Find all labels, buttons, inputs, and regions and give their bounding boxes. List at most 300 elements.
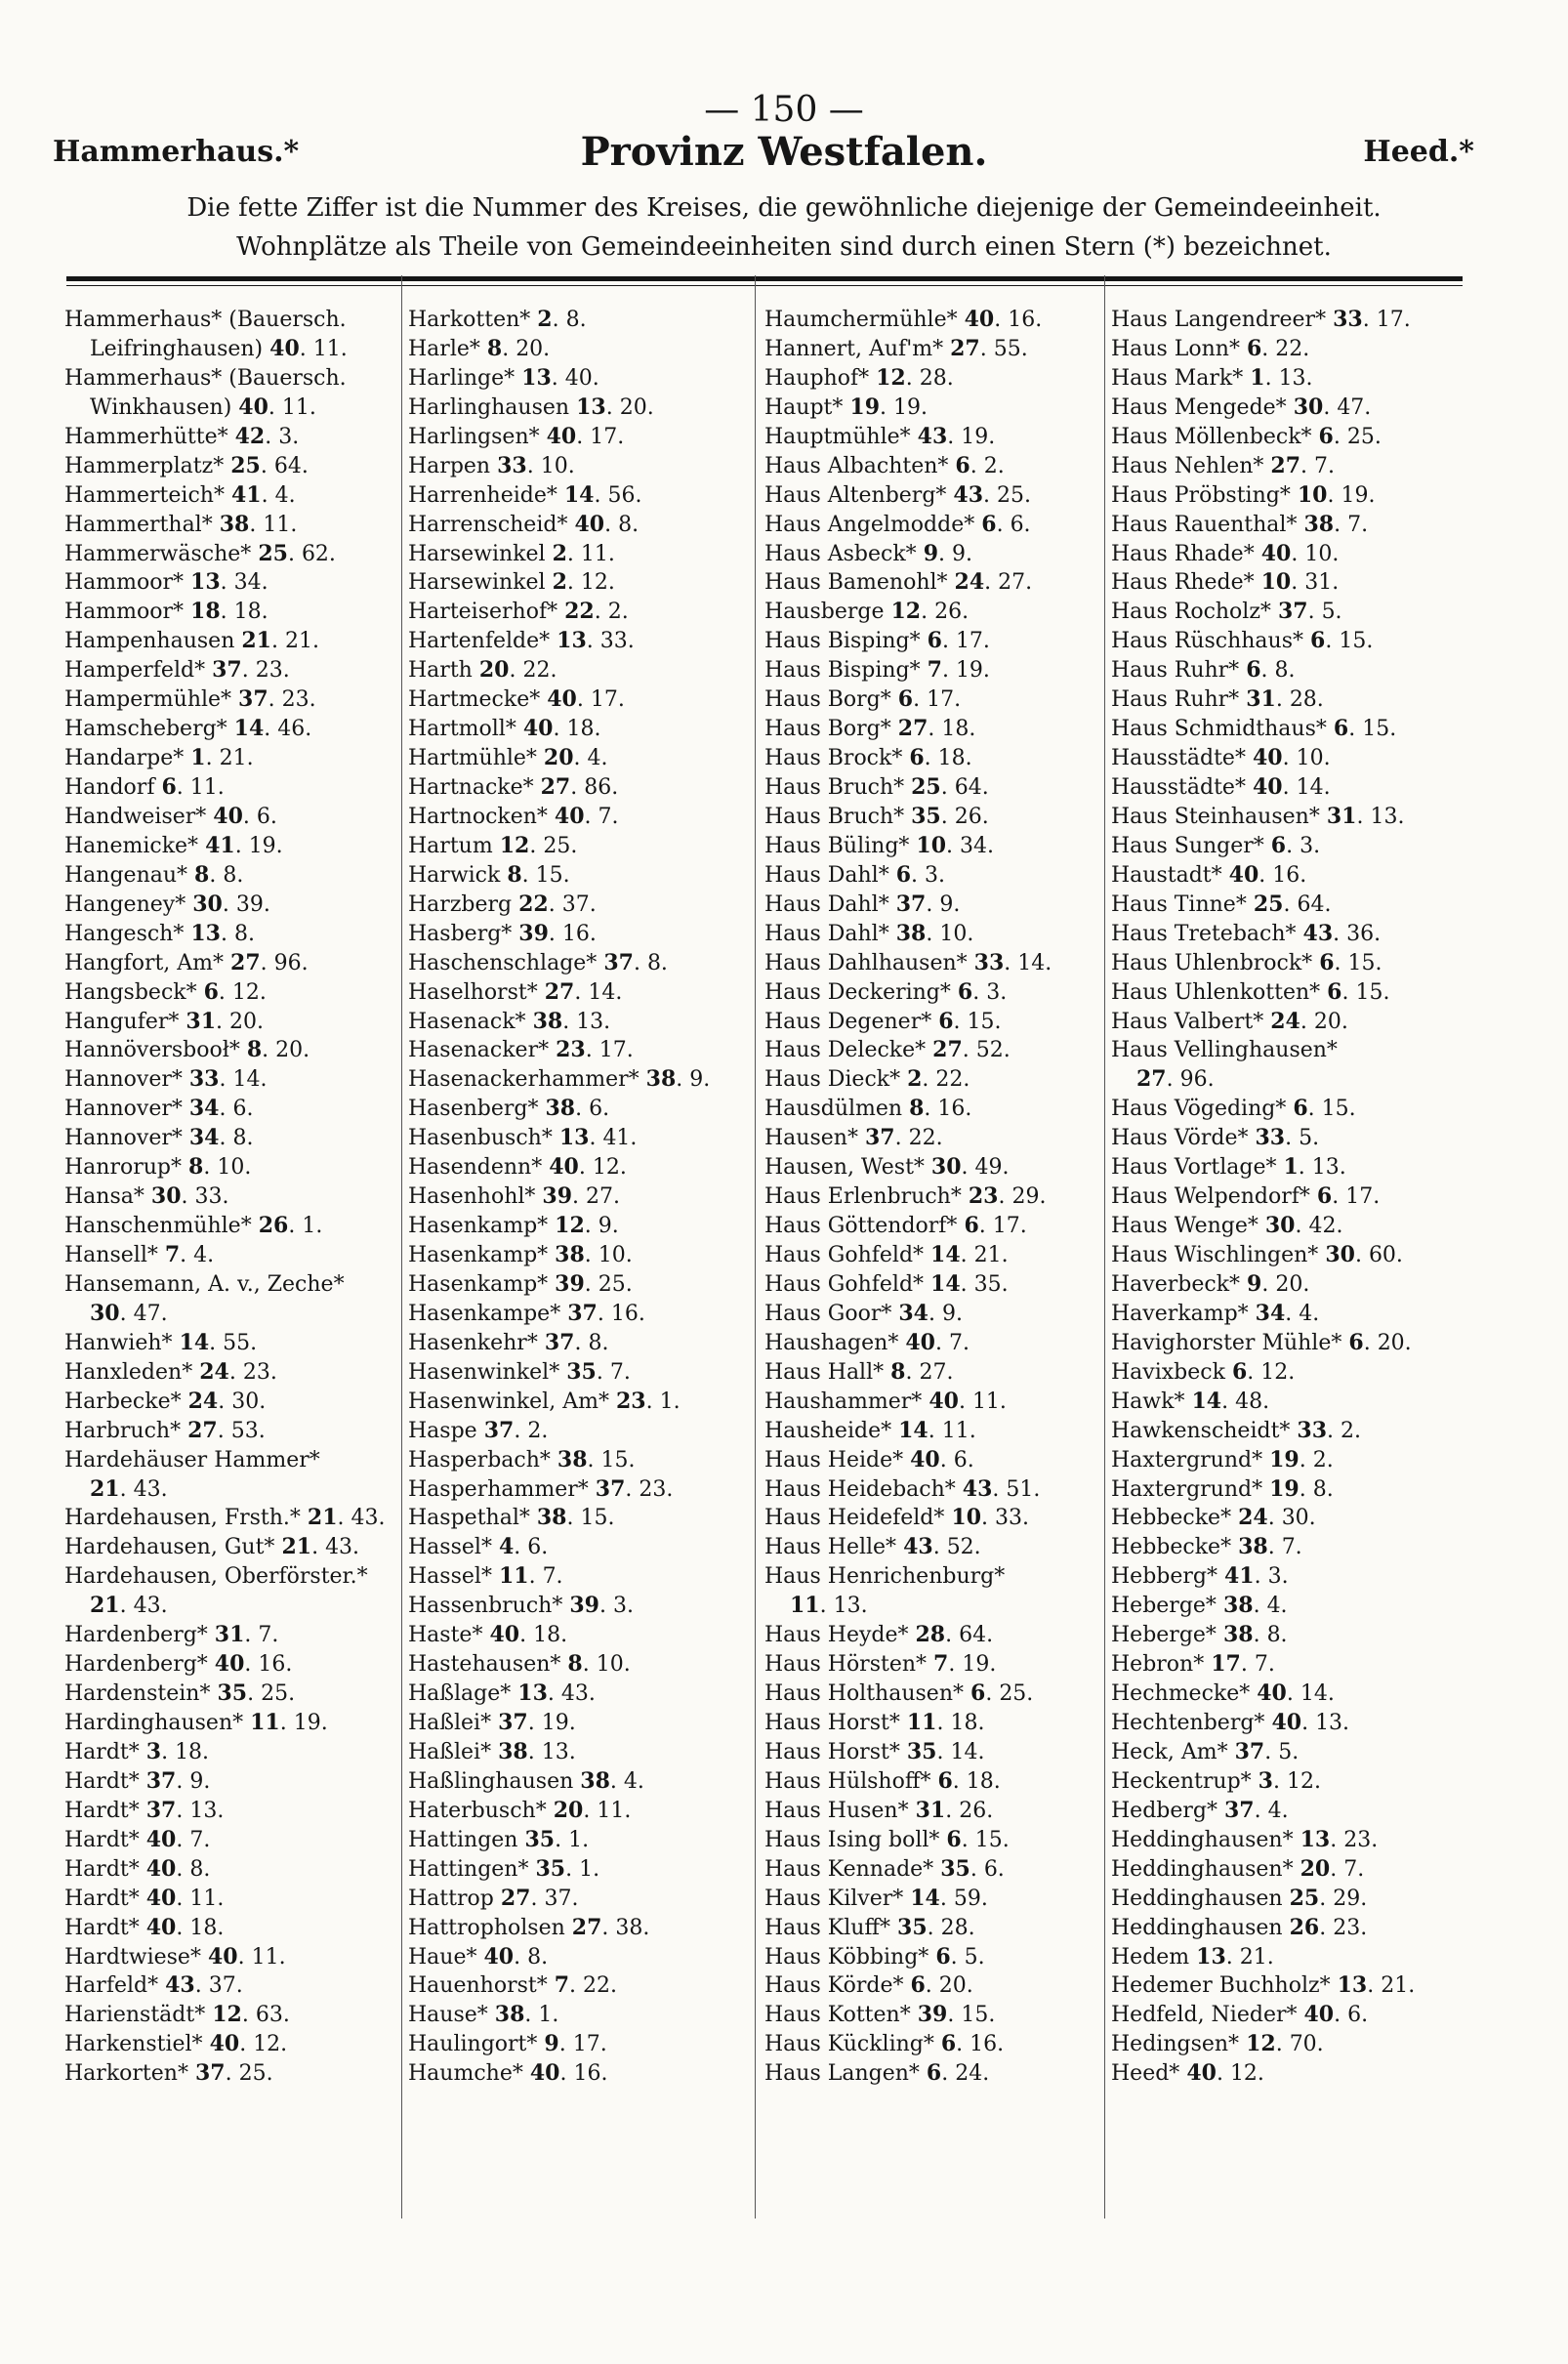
district-number: 38: [555, 1242, 585, 1267]
municipality-number: 16.: [573, 2061, 608, 2087]
municipality-number: 8.: [189, 1856, 211, 1882]
place-name: Hardt*: [64, 1827, 140, 1852]
index-entry: Hammoor* 18. 18.: [64, 599, 268, 625]
index-entry: Hardenstein* 35. 25.: [64, 1680, 296, 1707]
district-number: 6: [897, 686, 914, 713]
district-number: 6: [955, 452, 970, 478]
place-name: Hammerwäsche*: [64, 541, 252, 566]
municipality-number: 10.: [217, 1155, 252, 1181]
place-name: Hannover*: [64, 1097, 183, 1122]
place-name: Haus Tinne*: [1111, 892, 1247, 917]
municipality-number: 19.: [955, 658, 990, 684]
place-name: Hausberge: [764, 600, 885, 625]
index-entry: Hardt* 40. 11.: [64, 1885, 225, 1911]
municipality-number: 19.: [961, 424, 996, 449]
district-number: 37: [1234, 1738, 1265, 1764]
district-number: 6: [927, 628, 942, 654]
place-name: Hasenack*: [408, 1009, 526, 1034]
index-entry: Heddinghausen* 20. 7.: [1111, 1855, 1365, 1882]
district-number: 37: [603, 949, 634, 975]
district-number: 18: [190, 599, 221, 625]
district-number: 13: [1337, 1972, 1368, 1999]
place-name: Hardehausen, Gut*: [64, 1535, 275, 1560]
district-number: 30: [192, 891, 223, 917]
district-number: 6: [1310, 628, 1326, 654]
place-name: Harbruch*: [64, 1418, 182, 1443]
index-entry: Haus Rocholz* 37. 5.: [1111, 599, 1342, 625]
municipality-number: 96.: [1179, 1067, 1215, 1093]
index-entry: Hanwieh* 14. 55.: [64, 1329, 258, 1355]
municipality-number: 16.: [258, 1652, 293, 1678]
district-number: 34: [898, 1300, 928, 1326]
place-name: Harienstädt*: [64, 2003, 206, 2028]
municipality-number: 27.: [586, 1184, 621, 1210]
district-number: 35: [906, 1738, 937, 1764]
index-entry: Hartnacke* 27. 86.: [408, 774, 619, 800]
district-number: 40: [1252, 745, 1283, 771]
place-name: Hammerhaus* (Bauersch.: [64, 365, 347, 391]
district-number: 40: [145, 1914, 177, 1940]
index-entry: Hechtenberg* 40. 13.: [1111, 1710, 1350, 1735]
place-name: Haus Heyde*: [764, 1623, 909, 1648]
place-name: Hanemicke*: [64, 833, 199, 858]
district-number: 21: [90, 1475, 120, 1502]
index-entry: Harwick 8. 15.: [408, 861, 570, 888]
place-name: Hardehausen, Frsth.*: [64, 1506, 301, 1531]
district-number: 31: [915, 1797, 946, 1823]
municipality-number: 15.: [580, 1506, 615, 1531]
index-entry: Hammerplatz* 25. 64.: [64, 452, 309, 478]
place-name: Hauenhorst*: [408, 1973, 548, 1999]
district-number: 7: [927, 657, 942, 684]
district-number: 40: [547, 686, 577, 713]
municipality-number: 18.: [233, 600, 268, 625]
place-name: Hanrorup*: [64, 1155, 183, 1181]
district-number: 8: [567, 1651, 583, 1678]
district-number: 38: [1303, 511, 1335, 537]
place-name: Hassenbruch*: [408, 1594, 563, 1619]
municipality-number: 19.: [1341, 482, 1376, 508]
index-entry: Haus Bruch* 35. 26.: [764, 803, 989, 829]
index-entry: Hausheide* 14. 11.: [764, 1417, 976, 1443]
place-name: Haus Kennade*: [764, 1856, 934, 1882]
index-entry: Haus Uhlenkotten* 6. 15.: [1111, 978, 1390, 1005]
municipality-number: 8.: [233, 921, 255, 946]
district-number: 30: [1293, 394, 1324, 420]
place-name: Haus Vortlage*: [1111, 1155, 1277, 1181]
place-name: Haus Horst*: [764, 1739, 900, 1764]
running-head-right: Heed.*: [1363, 135, 1474, 169]
municipality-number: 1.: [579, 1856, 600, 1882]
district-number: 40: [549, 1154, 579, 1181]
municipality-number: 13.: [833, 1594, 868, 1619]
municipality-number: 15.: [974, 1827, 1010, 1852]
page-number: — 150 —: [704, 90, 864, 130]
place-name: Handorf: [64, 775, 155, 800]
index-entry: Haus Holthausen* 6. 25.: [764, 1680, 1034, 1707]
district-number: 40: [207, 1943, 238, 1970]
district-number: 23: [968, 1183, 999, 1210]
district-number: 11: [790, 1593, 820, 1619]
district-number: 33: [188, 1066, 220, 1093]
place-name: Haumchermühle*: [764, 308, 958, 332]
index-entry: Hardt* 40. 18.: [64, 1914, 225, 1940]
place-name: Hampermühle*: [64, 687, 232, 713]
place-name: Hasenackerhammer*: [408, 1067, 640, 1093]
index-entry: Haus Kückling* 6. 16.: [764, 2031, 1005, 2057]
district-number: 6: [1327, 978, 1342, 1005]
district-number: 6: [1318, 423, 1334, 449]
municipality-number: 43.: [351, 1506, 386, 1531]
municipality-number: 13.: [1370, 804, 1405, 829]
district-number: 27: [187, 1417, 218, 1443]
place-name: Harle*: [408, 336, 480, 361]
place-name: Hangeney*: [64, 892, 186, 917]
municipality-number: 16.: [1008, 308, 1043, 332]
place-name: Hasperbach*: [408, 1447, 551, 1472]
place-name: Haus Kilver*: [764, 1886, 904, 1911]
municipality-number: 23.: [242, 1359, 277, 1385]
municipality-number: 11.: [312, 336, 348, 361]
index-entry: Haus Möllenbeck* 6. 25.: [1111, 423, 1382, 449]
place-name: Handweiser*: [64, 804, 207, 829]
place-name: Haus Körde*: [764, 1973, 904, 1999]
municipality-number: 20.: [229, 1009, 265, 1034]
district-number: 24: [199, 1358, 229, 1385]
place-name: Hardehäuser Hammer*: [64, 1447, 320, 1472]
municipality-number: 7.: [258, 1623, 279, 1648]
district-number: 38: [1222, 1593, 1254, 1619]
district-number: 33: [1333, 307, 1363, 332]
municipality-number: 8.: [588, 1330, 609, 1355]
municipality-number: 30.: [231, 1389, 267, 1414]
municipality-number: 6.: [527, 1535, 549, 1560]
district-number: 25: [1253, 891, 1284, 917]
district-number: 25: [230, 452, 261, 478]
place-name: Haus Büling*: [764, 833, 910, 858]
district-number: 12: [555, 1213, 585, 1239]
municipality-number: 11.: [941, 1418, 976, 1443]
index-entry: Hedfeld, Nieder* 40. 6.: [1111, 2002, 1369, 2028]
place-name: Haspethal*: [408, 1506, 530, 1531]
district-number: 2: [907, 1066, 923, 1093]
place-name: Hedfeld, Nieder*: [1111, 2003, 1298, 2028]
index-entry: Haus Hall* 8. 27.: [764, 1358, 954, 1385]
district-number: 34: [188, 1125, 220, 1151]
municipality-number: 22.: [908, 1126, 943, 1151]
municipality-number: 17.: [927, 687, 962, 713]
place-name: Hasenkamp*: [408, 1243, 549, 1267]
district-number: 41: [205, 832, 235, 858]
district-number: 6: [937, 1767, 953, 1794]
index-entry: Haus Bisping* 7. 19.: [764, 657, 990, 684]
municipality-number: 23.: [1343, 1827, 1379, 1852]
district-number: 41: [230, 481, 262, 508]
municipality-number: 23.: [281, 687, 316, 713]
index-entry: Hauptmühle* 43. 19.: [764, 423, 996, 449]
index-entry: Haßlinghausen 38. 4.: [408, 1767, 644, 1794]
municipality-number: 23.: [639, 1476, 674, 1502]
place-name: Heddinghausen*: [1111, 1856, 1294, 1882]
index-entry: Haushagen* 40. 7.: [764, 1329, 970, 1355]
municipality-number: 3.: [278, 424, 300, 449]
district-number: 37: [1277, 599, 1308, 625]
municipality-number: 12.: [231, 979, 267, 1005]
index-column-4: [1111, 306, 1463, 2089]
index-entry: Hasperbach* 38. 15.: [408, 1446, 636, 1472]
index-entry: Hamscheberg* 14. 46.: [64, 716, 312, 742]
index-entry: 21. 43.: [90, 1475, 168, 1502]
index-entry: Haus Kilver* 14. 59.: [764, 1885, 988, 1911]
district-number: 35: [911, 803, 941, 829]
municipality-number: 15.: [1362, 717, 1397, 742]
place-name: Hanxleden*: [64, 1359, 193, 1385]
place-name: Haus Heidebach*: [764, 1476, 956, 1502]
place-name: Hebbecke*: [1111, 1535, 1232, 1560]
municipality-number: 25.: [543, 833, 578, 858]
district-number: 6: [1348, 1329, 1364, 1355]
place-name: Hammerplatz*: [64, 453, 225, 478]
district-number: 33: [497, 452, 527, 478]
district-number: 12: [1246, 2031, 1276, 2057]
district-number: 40: [554, 803, 585, 829]
index-entry: Haumche* 40. 16.: [408, 2060, 608, 2087]
place-name: Haus Holthausen*: [764, 1681, 964, 1707]
municipality-number: 31.: [1304, 570, 1340, 596]
place-name: Hardt*: [64, 1856, 140, 1882]
municipality-number: 11.: [263, 512, 298, 537]
place-name: Haus Henrichenburg*: [764, 1564, 1006, 1590]
index-entry: Hassel* 11. 7.: [408, 1563, 563, 1590]
place-name: Hangenau*: [64, 862, 188, 888]
place-name: Haushammer*: [764, 1389, 923, 1414]
place-name: Haus Welpendorf*: [1111, 1184, 1310, 1210]
index-entry: Hauphof* 12. 28.: [764, 364, 954, 391]
place-name: Hangesch*: [64, 921, 185, 946]
place-name: Hasenberg*: [408, 1097, 539, 1122]
district-number: 14: [898, 1417, 928, 1443]
district-number: 6: [1270, 832, 1287, 858]
index-entry: Haus Rüschhaus* 6. 15.: [1111, 628, 1374, 654]
municipality-number: 22.: [1275, 336, 1310, 361]
index-entry: Haus Vörde* 33. 5.: [1111, 1125, 1320, 1151]
index-entry: Hasberg* 39. 16.: [408, 920, 597, 946]
index-entry: Hawkenscheidt* 33. 2.: [1111, 1417, 1362, 1443]
district-number: 20: [543, 745, 574, 771]
place-name: Haus Dieck*: [764, 1067, 901, 1093]
municipality-number: 30.: [1281, 1506, 1316, 1531]
index-entry: Haus Kluff* 35. 28.: [764, 1914, 975, 1940]
index-entry: Hebbecke* 24. 30.: [1111, 1505, 1316, 1531]
index-entry: Haus Hülshoff* 6. 18.: [764, 1767, 1001, 1794]
place-name: Haus Dahlhausen*: [764, 950, 968, 975]
district-number: 19: [849, 394, 881, 420]
place-name: Haus Altenberg*: [764, 482, 947, 508]
district-number: 13: [1196, 1943, 1226, 1970]
district-number: 37: [145, 1767, 177, 1794]
municipality-number: 13.: [1278, 365, 1313, 391]
municipality-number: 20.: [275, 1038, 310, 1063]
district-number: 14: [179, 1329, 210, 1355]
place-name: Hansell*: [64, 1243, 158, 1267]
index-entry: Hangeney* 30. 39.: [64, 891, 270, 917]
index-entry: Haus Welpendorf* 6. 17.: [1111, 1183, 1381, 1210]
district-number: 38: [1222, 1622, 1254, 1648]
district-number: 38: [895, 920, 927, 946]
place-name: Hannöversbooł*: [64, 1038, 240, 1063]
municipality-number: 20.: [516, 336, 551, 361]
municipality-number: 13.: [576, 1009, 611, 1034]
district-number: 6: [1246, 335, 1262, 361]
district-number: 9: [923, 540, 938, 566]
district-number: 40: [145, 1855, 177, 1882]
index-entry: Hattingen 35. 1.: [408, 1826, 590, 1852]
district-number: 6: [1246, 657, 1261, 684]
district-number: 11: [906, 1710, 937, 1735]
index-entry: Hasenberg* 38. 6.: [408, 1096, 610, 1122]
index-entry: Haus Deckering* 6. 3.: [764, 978, 1008, 1005]
municipality-number: 12.: [580, 570, 615, 596]
municipality-number: 4.: [1266, 1594, 1288, 1619]
place-name: Harzberg: [408, 892, 513, 917]
district-number: 12: [876, 364, 906, 391]
municipality-number: 11.: [189, 775, 225, 800]
index-entry: Haus Mark* 1. 13.: [1111, 364, 1313, 391]
municipality-number: 15.: [1321, 1097, 1356, 1122]
place-name: Hausstädte*: [1111, 775, 1246, 800]
index-entry: [64, 364, 406, 394]
municipality-number: 11.: [281, 394, 316, 420]
municipality-number: 29.: [1011, 1184, 1047, 1210]
index-entry: Haus Tinne* 25. 64.: [1111, 891, 1332, 917]
municipality-number: 27.: [919, 1359, 954, 1385]
municipality-number: 47.: [1337, 394, 1372, 420]
municipality-number: 8.: [1266, 1623, 1288, 1648]
municipality-number: 37.: [208, 1973, 243, 1999]
municipality-number: 25.: [997, 482, 1032, 508]
place-name: Haus Dahl*: [764, 921, 889, 946]
place-name: Hannover*: [64, 1126, 183, 1151]
running-head-left: Hammerhaus.*: [53, 135, 300, 169]
district-number: 37: [567, 1300, 598, 1326]
district-number: 21: [281, 1534, 312, 1560]
place-name: Haus Hall*: [764, 1359, 885, 1385]
municipality-number: 42.: [1308, 1214, 1343, 1239]
index-entry: Harbecke* 24. 30.: [64, 1388, 267, 1414]
district-number: 31: [214, 1622, 245, 1648]
municipality-number: 26.: [934, 600, 970, 625]
place-name: Haßlage*: [408, 1681, 512, 1707]
district-number: 40: [489, 1622, 520, 1648]
index-entry: Haus Dahl* 37. 9.: [764, 891, 961, 917]
district-number: 43: [165, 1972, 195, 1999]
index-entry: Haus Lonn* 6. 22.: [1111, 335, 1310, 361]
place-name: Hangsbeck*: [64, 979, 197, 1005]
place-name: Haus Pröbsting*: [1111, 482, 1291, 508]
municipality-number: 11.: [580, 541, 615, 566]
index-entry: Haxtergrund* 19. 2.: [1111, 1446, 1334, 1472]
index-entry: Hattingen* 35. 1.: [408, 1855, 600, 1882]
index-entry: Haustadt* 40. 16.: [1111, 861, 1307, 888]
index-entry: Haus Tretebach* 43. 36.: [1111, 920, 1382, 946]
place-name: Harkorten*: [64, 2061, 188, 2087]
place-name: Hardt*: [64, 1798, 140, 1823]
index-entry: Harfeld* 43. 37.: [64, 1972, 243, 1999]
municipality-number: 19.: [248, 833, 283, 858]
municipality-number: 40.: [564, 365, 599, 391]
district-number: 27: [571, 1914, 602, 1940]
index-entry: Haus Heyde* 28. 64.: [764, 1622, 994, 1648]
district-number: 33: [973, 949, 1005, 975]
municipality-number: 5.: [1278, 1739, 1300, 1764]
municipality-number: 64.: [273, 453, 309, 478]
index-entry: Hangfort, Am* 27. 96.: [64, 949, 309, 975]
district-number: 4: [498, 1534, 515, 1560]
index-entry: Haus Dahl* 6. 3.: [764, 861, 946, 888]
index-entry: Haus Langen* 6. 24.: [764, 2060, 990, 2087]
index-entry: Hattrop 27. 37.: [408, 1885, 579, 1911]
index-entry: Haus Steinhausen* 31. 13.: [1111, 803, 1405, 829]
municipality-number: 15.: [535, 862, 570, 888]
municipality-number: 8.: [1274, 658, 1296, 684]
municipality-number: 3.: [986, 979, 1008, 1005]
municipality-number: 7.: [598, 804, 619, 829]
place-name: Haus Lonn*: [1111, 336, 1240, 361]
district-number: 6: [940, 2031, 957, 2057]
index-entry: Hedem 13. 21.: [1111, 1943, 1274, 1970]
district-number: 21: [307, 1505, 338, 1531]
municipality-number: 8.: [646, 950, 668, 975]
place-name: Harrenscheid*: [408, 512, 568, 537]
district-number: 17: [1211, 1651, 1241, 1678]
index-entry: Hausberge 12. 26.: [764, 599, 970, 625]
index-entry: Haus Rhade* 40. 10.: [1111, 540, 1340, 566]
district-number: 39: [917, 2002, 948, 2028]
district-number: 6: [1231, 1358, 1248, 1385]
district-number: 40: [214, 1651, 245, 1678]
district-number: 27: [897, 716, 928, 742]
place-name: Winkhausen): [90, 394, 232, 420]
place-name: Heddinghausen: [1111, 1886, 1283, 1911]
district-number: 27: [500, 1885, 531, 1911]
municipality-number: 7.: [1347, 512, 1369, 537]
district-number: 38: [580, 1767, 610, 1794]
municipality-number: 55.: [993, 336, 1028, 361]
municipality-number: 7.: [1281, 1535, 1302, 1560]
district-number: 39: [518, 920, 549, 946]
municipality-number: 14.: [1296, 775, 1331, 800]
index-entry: Haus Pröbsting* 10. 19.: [1111, 481, 1376, 508]
place-name: Haus Erlenbruch*: [764, 1184, 962, 1210]
municipality-number: 20.: [1313, 1009, 1348, 1034]
municipality-number: 10.: [598, 1243, 633, 1267]
place-name: Haßlei*: [408, 1711, 492, 1735]
district-number: 22: [518, 891, 549, 917]
municipality-number: 17.: [992, 1214, 1027, 1239]
municipality-number: 43.: [560, 1681, 596, 1707]
district-number: 14: [930, 1270, 961, 1297]
place-name: Haus Tretebach*: [1111, 921, 1297, 946]
index-entry: Hannover* 33. 14.: [64, 1066, 268, 1093]
district-number: 30: [150, 1183, 182, 1210]
place-name: Heberge*: [1111, 1623, 1217, 1648]
index-entry: Hampenhausen 21. 21.: [64, 628, 319, 654]
district-number: 40: [905, 1329, 935, 1355]
district-number: 8: [188, 1154, 204, 1181]
district-number: 31: [186, 1008, 217, 1034]
municipality-number: 64.: [959, 1623, 994, 1648]
district-number: 27: [230, 949, 261, 975]
